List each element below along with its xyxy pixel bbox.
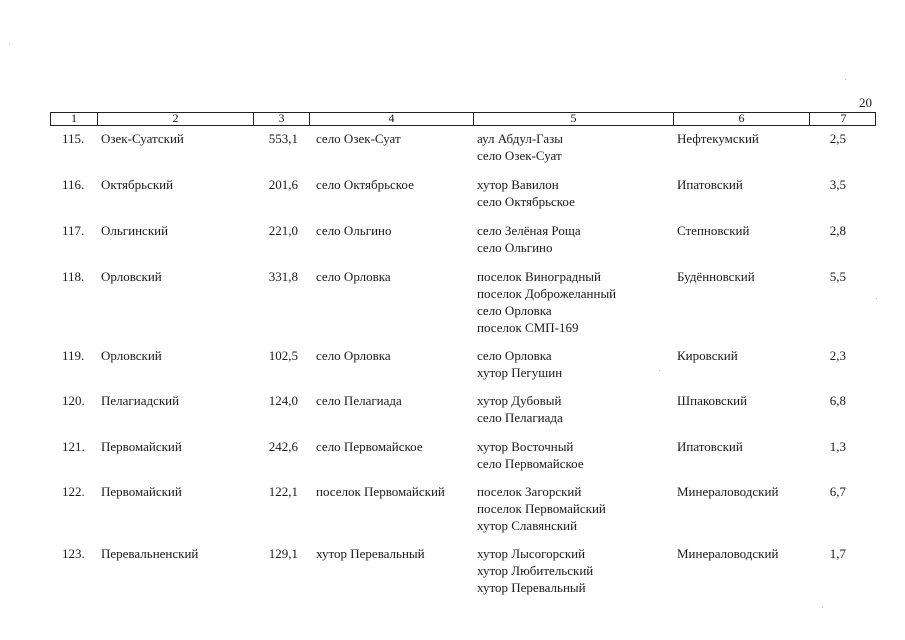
area-value: 242,6	[268, 439, 298, 454]
settlement-item: хутор Славянский	[477, 518, 578, 533]
settlement-item: хутор Любительский	[477, 563, 594, 578]
administrative-center: село Орловка	[316, 348, 391, 363]
settlement-item: село Озек-Суат	[477, 148, 562, 163]
settlements-list	[477, 130, 563, 164]
settlement-name: Пелагиадский	[101, 393, 180, 408]
district-name: Минераловодский	[677, 484, 779, 499]
settlement-name: Первомайский	[101, 439, 182, 454]
settlement-name: Орловский	[101, 269, 162, 284]
settlement-name: Первомайский	[101, 484, 182, 499]
scan-speck	[822, 607, 823, 608]
column-header-5: 5	[473, 112, 673, 126]
administrative-center: село Октябрьское	[316, 177, 414, 192]
row-number: 119.	[62, 348, 85, 363]
district-name: Степновский	[677, 223, 750, 238]
column-header-6: 6	[673, 112, 809, 126]
administrative-center: село Озек-Суат	[316, 131, 401, 146]
district-name: Ипатовский	[677, 177, 743, 192]
settlement-name: Орловский	[101, 348, 162, 363]
settlements-list	[477, 347, 562, 381]
administrative-center: поселок Первомайский	[316, 484, 445, 499]
settlement-item: село Первомайское	[477, 456, 584, 471]
scan-speck	[876, 298, 877, 299]
administrative-center: село Орловка	[316, 269, 391, 284]
settlement-item: село Октябрьское	[477, 194, 575, 209]
administrative-center: хутор Перевальный	[316, 546, 425, 561]
district-name: Ипатовский	[677, 439, 743, 454]
settlement-name: Октябрьский	[101, 177, 174, 192]
column-7-value: 2,3	[829, 348, 846, 363]
settlement-item: село Ольгино	[477, 240, 553, 255]
settlement-item: хутор Вавилон	[477, 177, 559, 192]
column-7-value: 5,5	[829, 269, 846, 284]
settlement-item: поселок Виноградный	[477, 269, 601, 284]
column-7-value: 6,7	[829, 484, 846, 499]
scan-speck	[9, 43, 10, 44]
settlement-name: Перевальненский	[101, 546, 199, 561]
settlements-list	[477, 483, 606, 534]
area-value: 124,0	[268, 393, 298, 408]
column-header-7: 7	[809, 112, 877, 126]
settlement-item: хутор Дубовый	[477, 393, 562, 408]
area-value: 221,0	[268, 223, 298, 238]
district-name: Нефтекумский	[677, 131, 759, 146]
settlement-item: поселок Загорский	[477, 484, 582, 499]
column-header-2: 2	[97, 112, 253, 126]
settlement-item: село Зелёная Роща	[477, 223, 581, 238]
row-number: 120.	[62, 393, 85, 408]
column-7-value: 2,5	[829, 131, 846, 146]
row-number: 118.	[62, 269, 85, 284]
column-7-value: 2,8	[829, 223, 846, 238]
administrative-center: село Ольгино	[316, 223, 392, 238]
settlement-name: Озек-Суатский	[101, 131, 184, 146]
settlement-name: Ольгинский	[101, 223, 169, 238]
settlements-list	[477, 545, 593, 596]
column-7-value: 3,5	[829, 177, 846, 192]
settlement-item: хутор Перевальный	[477, 580, 586, 595]
row-number: 116.	[62, 177, 85, 192]
column-header-3: 3	[253, 112, 309, 126]
page-number: 20	[859, 95, 872, 110]
row-number: 123.	[62, 546, 85, 561]
administrative-center: село Первомайское	[316, 439, 423, 454]
settlement-item: аул Абдул-Газы	[477, 131, 563, 146]
settlement-item: поселок Доброжеланный	[477, 286, 617, 301]
settlements-list	[477, 392, 563, 426]
row-number: 121.	[62, 439, 85, 454]
column-7-value: 1,3	[829, 439, 846, 454]
row-number: 122.	[62, 484, 85, 499]
settlement-item: село Орловка	[477, 348, 552, 363]
settlement-item: поселок СМП-169	[477, 320, 579, 335]
column-header-1: 1	[71, 111, 77, 125]
settlements-list	[477, 438, 584, 472]
area-value: 129,1	[268, 546, 298, 561]
area-value: 201,6	[268, 177, 298, 192]
column-7-value: 1,7	[829, 546, 846, 561]
column-7-value: 6,8	[829, 393, 846, 408]
column-header-4: 4	[309, 112, 473, 126]
table-column-header-row	[50, 112, 876, 126]
district-name: Кировский	[677, 348, 738, 363]
administrative-center: село Пелагиада	[316, 393, 402, 408]
district-name: Шпаковский	[677, 393, 748, 408]
district-name: Минераловодский	[677, 546, 779, 561]
area-value: 102,5	[268, 348, 298, 363]
area-value: 331,8	[268, 269, 298, 284]
settlement-item: село Пелагиада	[477, 410, 563, 425]
scan-speck	[659, 370, 660, 371]
settlements-list	[477, 268, 616, 336]
settlements-list	[477, 176, 575, 210]
district-name: Будённовский	[677, 269, 755, 284]
settlement-item: хутор Пегушин	[477, 365, 563, 380]
settlements-list	[477, 222, 581, 256]
settlement-item: село Орловка	[477, 303, 552, 318]
scan-speck	[845, 79, 846, 80]
settlement-item: хутор Восточный	[477, 439, 574, 454]
row-number: 115.	[62, 131, 85, 146]
settlement-item: поселок Первомайский	[477, 501, 606, 516]
area-value: 122,1	[268, 484, 298, 499]
row-number: 117.	[62, 223, 85, 238]
settlement-item: хутор Лысогорский	[477, 546, 586, 561]
area-value: 553,1	[268, 131, 298, 146]
